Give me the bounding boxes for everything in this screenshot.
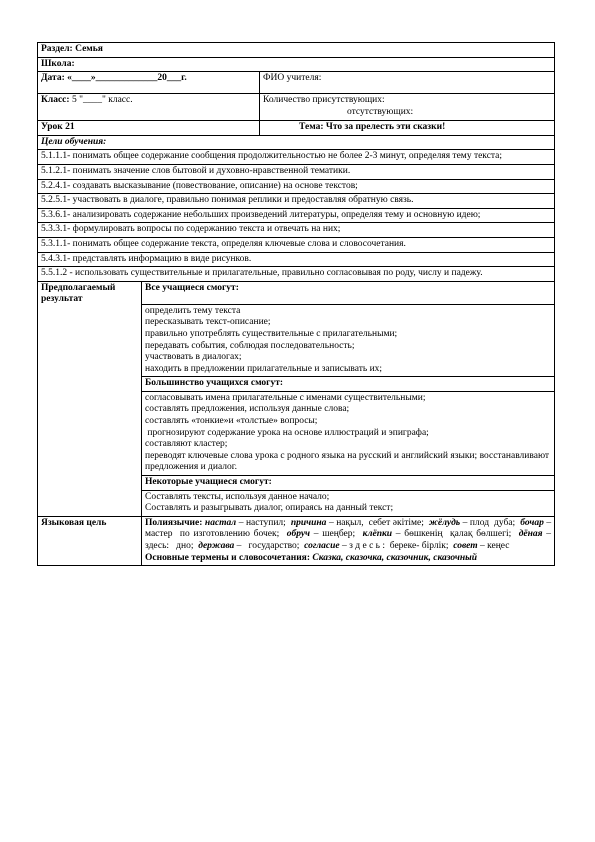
vocab-word: причина bbox=[290, 517, 327, 528]
goal-item: 5.5.1.2 - использовать существительные и прилагательные, правильно согласовывая по роду, числу и падежу. bbox=[38, 267, 555, 282]
vocab-word: держава bbox=[198, 541, 235, 551]
vocab-translation: – кеңес bbox=[477, 541, 510, 551]
vocab-word: бочар bbox=[520, 517, 544, 528]
class-label: Класс: bbox=[41, 95, 70, 106]
result-item: прогнозируют содержание урока на основе иллюстраций и эпиграфа; bbox=[145, 427, 429, 438]
result-item: Составлять тексты, используя данное начало; bbox=[145, 491, 330, 502]
vocab-word: совет bbox=[453, 541, 478, 551]
goal-item: 5.3.3.1- формулировать вопросы по содержанию текста и отвечать на них; bbox=[38, 223, 555, 238]
language-goal-row bbox=[38, 516, 555, 565]
absent-label: отсутствующих: bbox=[347, 106, 414, 117]
vocab-translation: – наступил; bbox=[236, 517, 289, 528]
goal-row bbox=[38, 252, 555, 267]
terms-title: Основные термены и словосочетания: bbox=[145, 552, 310, 563]
goals-title-row bbox=[38, 135, 555, 150]
result-item: Составлять и разыгрывать диалог, опираясь на данный текст; bbox=[145, 503, 394, 514]
results-some-title: Некоторые учащиеся смогут: bbox=[145, 477, 272, 488]
vocab-translation: – бөшкенің қалақ бөлшегі; bbox=[392, 529, 515, 540]
vocab-word: дёная bbox=[518, 529, 543, 540]
goal-item: 5.3.1.1- понимать общее содержание текста, определяя ключевые слова и словосочетания. bbox=[38, 237, 555, 252]
section-row bbox=[38, 43, 555, 58]
goals-title: Цели обучения: bbox=[41, 136, 107, 147]
teacher-label: ФИО учителя: bbox=[263, 73, 322, 84]
result-item: переводят ключевые слова урока с родного языка на русский и английский языки; восстанавливают предложения и диалог. bbox=[145, 450, 550, 473]
topic-label: Тема: bbox=[299, 122, 324, 133]
school-row bbox=[38, 57, 555, 72]
topic-value: Что за прелесть эти сказки! bbox=[325, 122, 446, 133]
vocab-translation: – нақыл, себет әкітіме; bbox=[326, 517, 427, 528]
result-item: составлять «тонкие»и «толстые» вопросы; bbox=[145, 416, 318, 427]
vocab-title: Полиязычие: bbox=[145, 517, 203, 528]
lesson-plan-document bbox=[37, 42, 554, 566]
lesson-topic-row bbox=[38, 121, 555, 136]
date-value: «____»_____________20___г. bbox=[67, 73, 187, 84]
results-all-title-row bbox=[38, 281, 555, 304]
vocab-word: клёпки bbox=[362, 529, 393, 540]
goal-item: 5.1.1.1- понимать общее содержание сообщения продолжительностью не более 2-3 минут, определяя тему текста; bbox=[38, 150, 555, 165]
present-label: Количество присутствующих: bbox=[263, 95, 385, 106]
vocab-translation: – плод дуба; bbox=[460, 517, 518, 528]
class-value: 5 "____" класс. bbox=[71, 95, 133, 106]
result-item: согласовывать имена прилагательные с именами существительными; bbox=[145, 392, 426, 403]
vocab-word: настал bbox=[204, 517, 237, 528]
language-goal-label: Языковая цель bbox=[41, 517, 107, 528]
result-item: составляют кластер; bbox=[145, 439, 228, 450]
section-label: Раздел: bbox=[41, 44, 73, 54]
result-item: правильно употреблять существительные с прилагательными; bbox=[145, 328, 398, 339]
result-item: передавать события, соблюдая последовательность; bbox=[145, 340, 355, 351]
vocab-word: согласие bbox=[304, 541, 340, 551]
goal-row bbox=[38, 164, 555, 179]
vocab-translation: – шеңбер; bbox=[310, 529, 359, 540]
vocab-translation: – здесь: дно; bbox=[145, 529, 554, 551]
goal-item: 5.2.4.1- создавать высказывание (повествование, описание) на основе текстов; bbox=[38, 179, 555, 194]
goal-item: 5.2.5.1- участвовать в диалоге, правильно понимая реплики и предоставляя обратную связь. bbox=[38, 194, 555, 209]
vocab-translation: – мастер по изготовлению бочек; bbox=[145, 517, 554, 540]
class-count-row bbox=[38, 94, 555, 121]
goal-row bbox=[38, 237, 555, 252]
goal-row bbox=[38, 179, 555, 194]
goal-item: 5.4.3.1- представлять информацию в виде рисунков. bbox=[38, 252, 555, 267]
results-all-title: Все учащиеся смогут: bbox=[145, 282, 239, 293]
result-item: определить тему текста bbox=[145, 305, 241, 316]
vocab-translation: – государство; bbox=[234, 541, 302, 551]
result-item: составлять предложения, используя данные слова; bbox=[145, 404, 350, 415]
results-most-title: Большинство учащихся смогут: bbox=[145, 378, 284, 389]
goal-item: 5.3.6.1- анализировать содержание небольших произведений литературы, определяя тему и основную идею; bbox=[38, 208, 555, 223]
lesson-plan-table bbox=[37, 42, 555, 566]
date-label: Дата: bbox=[41, 73, 65, 84]
section-value: Семья bbox=[75, 44, 103, 54]
goal-item: 5.1.2.1- понимать значение слов бытовой и духовно-нравственной тематики. bbox=[38, 164, 555, 179]
results-label: Предполагаемый результат bbox=[41, 282, 116, 305]
goal-row bbox=[38, 208, 555, 223]
result-item: находить в предложении прилагательные и записывать их; bbox=[145, 363, 383, 374]
result-item: участвовать в диалогах; bbox=[145, 352, 242, 363]
school-label: Школа: bbox=[41, 58, 75, 69]
goal-row bbox=[38, 194, 555, 209]
vocab-translation: – з д е с ь : береке- бірлік; bbox=[339, 541, 451, 551]
vocab-word: обруч bbox=[286, 529, 311, 540]
goal-row bbox=[38, 267, 555, 282]
vocab-word: жёлудь bbox=[428, 517, 461, 528]
date-teacher-row bbox=[38, 72, 555, 94]
lesson-label: Урок 21 bbox=[41, 122, 75, 133]
goal-row bbox=[38, 223, 555, 238]
result-item: пересказывать текст-описание; bbox=[145, 317, 271, 328]
terms-value: Сказка, сказочка, сказочник, сказочный bbox=[312, 552, 478, 563]
goal-row bbox=[38, 150, 555, 165]
